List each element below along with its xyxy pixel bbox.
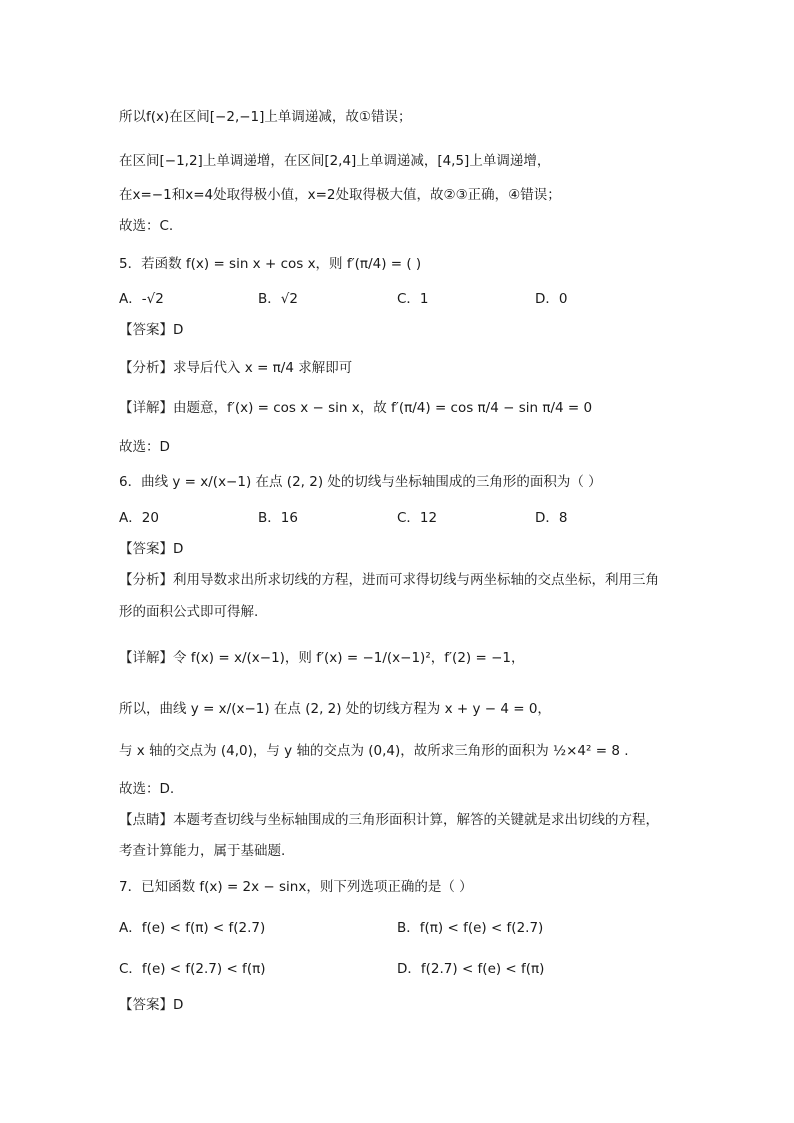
q7-option-b: B．f(π) < f(e) < f(2.7) <box>397 920 544 936</box>
q6-option-d: D．8 <box>535 510 568 526</box>
q5-option-b: B．√2 <box>258 291 298 307</box>
text-line: 故选：C. <box>119 218 174 234</box>
text-line: 故选：D. <box>119 781 175 797</box>
text-line: 考查计算能力，属于基础题. <box>119 843 286 859</box>
text-line: 故选：D <box>119 439 170 455</box>
q5-option-a: A．-√2 <box>119 291 164 307</box>
text-line: 形的面积公式即可得解. <box>119 604 259 620</box>
answer-7: 【答案】D <box>119 997 184 1013</box>
answer-5: 【答案】D <box>119 322 184 338</box>
q6-option-c: C．12 <box>397 510 438 526</box>
answer-6: 【答案】D <box>119 541 184 557</box>
detail-5: 【详解】由题意，f′(x) = cos x − sin x，故 f′(π/4) = cos π/4 − sin π/4 = 0 <box>119 400 593 416</box>
text-line: 在区间[−1,2]上单调递增，在区间[2,4]上单调递减，[4,5]上单调递增， <box>119 153 551 169</box>
text-line: 所以，曲线 y = x/(x−1) 在点 (2, 2) 处的切线方程为 x + y − 4 = 0， <box>119 701 551 717</box>
detail-6: 【详解】令 f(x) = x/(x−1)，则 f′(x) = −1/(x−1)²，f′(2) = −1， <box>119 650 525 666</box>
text-line: 在x=−1和x=4处取得极小值，x=2处取得极大值，故②③正确，④错误； <box>119 187 561 203</box>
q6-option-b: B．16 <box>258 510 298 526</box>
comment-6: 【点睛】本题考查切线与坐标轴围成的三角形面积计算，解答的关键就是求出切线的方程， <box>119 812 659 828</box>
q6-option-a: A．20 <box>119 510 159 526</box>
q5-option-d: D．0 <box>535 291 568 307</box>
text-line: 所以f(x)在区间[−2,−1]上单调递减，故①错误； <box>119 109 412 125</box>
q7-option-a: A．f(e) < f(π) < f(2.7) <box>119 920 266 936</box>
text-line: 与 x 轴的交点为 (4,0)，与 y 轴的交点为 (0,4)，故所求三角形的面积为 ½×4² = 8 . <box>119 743 629 759</box>
q7-option-d: D．f(2.7) < f(e) < f(π) <box>397 961 545 977</box>
analysis-6: 【分析】利用导数求出所求切线的方程，进而可求得切线与两坐标轴的交点坐标，利用三角 <box>119 572 659 588</box>
question-5: 5．若函数 f(x) = sin x + cos x，则 f′(π/4) = ( ) <box>119 256 422 272</box>
q5-option-c: C．1 <box>397 291 429 307</box>
question-6: 6．曲线 y = x/(x−1) 在点 (2, 2) 处的切线与坐标轴围成的三角形的面积为（ ） <box>119 474 602 490</box>
question-7: 7．已知函数 f(x) = 2x − sinx，则下列选项正确的是（ ） <box>119 879 473 895</box>
q7-option-c: C．f(e) < f(2.7) < f(π) <box>119 961 266 977</box>
analysis-5: 【分析】求导后代入 x = π/4 求解即可 <box>119 360 353 376</box>
